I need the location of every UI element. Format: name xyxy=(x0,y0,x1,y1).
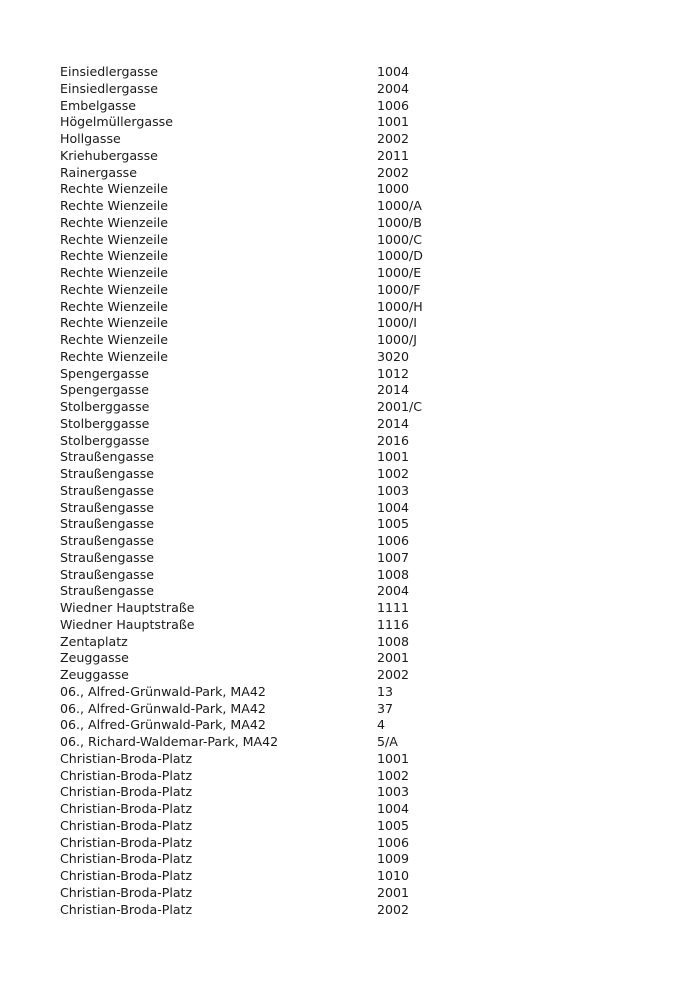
list-item xyxy=(60,667,660,684)
street-name: 06., Alfred-Grünwald-Park, MA42 xyxy=(60,717,266,733)
house-number: 1000/E xyxy=(377,265,422,280)
list-item xyxy=(60,282,660,299)
list-item xyxy=(60,198,660,215)
street-name: Rechte Wienzeile xyxy=(60,281,169,297)
house-number: 1007 xyxy=(377,549,410,565)
street-name: Rechte Wienzeile xyxy=(60,298,169,314)
street-name: Straußengasse xyxy=(60,549,155,565)
house-number: 2011 xyxy=(377,147,410,163)
house-number: 2001 xyxy=(377,650,410,666)
list-item xyxy=(60,634,660,651)
list-item xyxy=(60,366,660,383)
house-number: 2002 xyxy=(377,901,410,917)
street-name: Christian-Broda-Platz xyxy=(60,901,193,917)
street-name: Zeuggasse xyxy=(60,667,129,682)
list-item xyxy=(60,399,660,416)
street-name: Straußengasse xyxy=(60,449,155,465)
house-number: 1008 xyxy=(377,633,410,649)
house-number: 1002 xyxy=(377,466,410,481)
street-name: 06., Alfred-Grünwald-Park, MA42 xyxy=(60,683,266,699)
street-name: Högelmüllergasse xyxy=(60,114,173,130)
street-name: Wiedner Hauptstraße xyxy=(60,600,195,615)
street-name: Einsiedlergasse xyxy=(60,64,159,79)
street-name: Stolberggasse xyxy=(60,415,150,431)
house-number: 4 xyxy=(377,717,386,733)
house-number: 1006 xyxy=(377,533,410,548)
list-item xyxy=(60,868,660,885)
list-item xyxy=(60,449,660,466)
house-number: 2002 xyxy=(377,164,410,180)
street-name: 06., Richard-Waldemar-Park, MA42 xyxy=(60,734,279,749)
list-item xyxy=(60,148,660,165)
house-number: 1116 xyxy=(377,616,410,632)
street-name: Stolberggasse xyxy=(60,399,150,414)
house-number: 1003 xyxy=(377,784,410,800)
house-number: 2016 xyxy=(377,432,410,448)
house-number: 1000/J xyxy=(377,332,418,347)
street-name: Christian-Broda-Platz xyxy=(60,851,193,867)
street-name: Rechte Wienzeile xyxy=(60,332,169,347)
house-number: 1000/H xyxy=(377,298,423,314)
list-item xyxy=(60,717,660,734)
list-item xyxy=(60,768,660,785)
street-name: Christian-Broda-Platz xyxy=(60,884,193,900)
street-name: Christian-Broda-Platz xyxy=(60,834,193,850)
house-number: 1005 xyxy=(377,817,410,833)
street-name: Zeuggasse xyxy=(60,650,129,666)
house-number: 13 xyxy=(377,683,394,699)
street-name: Straußengasse xyxy=(60,516,155,532)
street-name: Christian-Broda-Platz xyxy=(60,767,193,783)
street-name: Rechte Wienzeile xyxy=(60,231,169,247)
list-item xyxy=(60,332,660,349)
list-item xyxy=(60,98,660,115)
street-name: Straußengasse xyxy=(60,466,155,481)
house-number: 37 xyxy=(377,700,394,716)
street-name: Straußengasse xyxy=(60,499,155,515)
house-number: 1004 xyxy=(377,499,410,515)
house-number: 1000 xyxy=(377,181,410,197)
list-item xyxy=(60,232,660,249)
list-item xyxy=(60,835,660,852)
list-item xyxy=(60,181,660,198)
list-item xyxy=(60,64,660,81)
street-name: Zentaplatz xyxy=(60,633,128,649)
street-name: Christian-Broda-Platz xyxy=(60,801,193,816)
street-name: Christian-Broda-Platz xyxy=(60,750,193,766)
house-number: 1000/C xyxy=(377,231,423,247)
house-number: 1001 xyxy=(377,750,410,766)
list-item xyxy=(60,114,660,131)
house-number: 2014 xyxy=(377,382,410,398)
street-name: Spengergasse xyxy=(60,382,149,398)
list-item xyxy=(60,751,660,768)
house-number: 1012 xyxy=(377,365,410,381)
house-number: 1000/D xyxy=(377,248,423,264)
house-number: 2004 xyxy=(377,583,410,599)
list-item xyxy=(60,701,660,718)
street-name: Straußengasse xyxy=(60,566,155,582)
house-number: 1001 xyxy=(377,114,410,130)
house-number: 2001/C xyxy=(377,399,423,414)
list-item xyxy=(60,734,660,751)
street-name: Christian-Broda-Platz xyxy=(60,868,193,883)
list-item xyxy=(60,851,660,868)
list-item xyxy=(60,416,660,433)
house-number: 1003 xyxy=(377,482,410,498)
street-name: Hollgasse xyxy=(60,131,121,146)
house-number: 1000/I xyxy=(377,315,418,331)
house-number: 1004 xyxy=(377,64,410,79)
list-item xyxy=(60,349,660,366)
house-number: 1008 xyxy=(377,566,410,582)
list-item xyxy=(60,466,660,483)
list-item xyxy=(60,818,660,835)
list-item xyxy=(60,315,660,332)
list-item xyxy=(60,165,660,182)
house-number: 1000/B xyxy=(377,214,422,230)
house-number: 1001 xyxy=(377,449,410,465)
list-item xyxy=(60,81,660,98)
list-item xyxy=(60,567,660,584)
street-name: Straußengasse xyxy=(60,482,155,498)
list-item xyxy=(60,215,660,232)
list-item xyxy=(60,583,660,600)
house-number: 1010 xyxy=(377,868,410,883)
list-item xyxy=(60,650,660,667)
house-number: 2014 xyxy=(377,415,410,431)
list-item xyxy=(60,265,660,282)
list-item xyxy=(60,600,660,617)
house-number: 2002 xyxy=(377,131,410,146)
street-name: Christian-Broda-Platz xyxy=(60,784,193,800)
house-number: 2002 xyxy=(377,667,410,682)
street-name: Rainergasse xyxy=(60,164,137,180)
street-name: Spengergasse xyxy=(60,365,149,381)
house-number: 1000/A xyxy=(377,198,422,213)
street-name: Stolberggasse xyxy=(60,432,150,448)
street-name: Straußengasse xyxy=(60,533,155,548)
house-number: 1006 xyxy=(377,834,410,850)
list-item xyxy=(60,500,660,517)
address-list xyxy=(60,64,660,918)
street-name: Rechte Wienzeile xyxy=(60,248,169,264)
street-name: Embelgasse xyxy=(60,97,137,113)
house-number: 3020 xyxy=(377,348,410,364)
list-item xyxy=(60,299,660,316)
list-item xyxy=(60,131,660,148)
street-name: Rechte Wienzeile xyxy=(60,198,169,213)
street-name: Einsiedlergasse xyxy=(60,80,159,96)
house-number: 1004 xyxy=(377,801,410,816)
street-name: 06., Alfred-Grünwald-Park, MA42 xyxy=(60,700,266,716)
list-item xyxy=(60,885,660,902)
street-name: Kriehubergasse xyxy=(60,147,158,163)
list-item xyxy=(60,533,660,550)
list-item xyxy=(60,801,660,818)
list-item xyxy=(60,483,660,500)
list-item xyxy=(60,550,660,567)
house-number: 1009 xyxy=(377,851,410,867)
house-number: 1002 xyxy=(377,767,410,783)
house-number: 5/A xyxy=(377,734,398,749)
list-item xyxy=(60,248,660,265)
house-number: 1111 xyxy=(377,600,410,615)
list-item xyxy=(60,516,660,533)
street-name: Straußengasse xyxy=(60,583,155,599)
house-number: 1005 xyxy=(377,516,410,532)
street-name: Rechte Wienzeile xyxy=(60,181,169,197)
house-number: 2001 xyxy=(377,884,410,900)
street-name: Rechte Wienzeile xyxy=(60,348,169,364)
house-number: 2004 xyxy=(377,80,410,96)
list-item xyxy=(60,902,660,919)
list-item xyxy=(60,617,660,634)
list-item xyxy=(60,382,660,399)
list-item xyxy=(60,684,660,701)
street-name: Wiedner Hauptstraße xyxy=(60,616,195,632)
street-name: Rechte Wienzeile xyxy=(60,265,169,280)
street-name: Rechte Wienzeile xyxy=(60,214,169,230)
house-number: 1000/F xyxy=(377,281,421,297)
street-name: Christian-Broda-Platz xyxy=(60,817,193,833)
list-item xyxy=(60,433,660,450)
street-name: Rechte Wienzeile xyxy=(60,315,169,331)
list-item xyxy=(60,784,660,801)
house-number: 1006 xyxy=(377,97,410,113)
